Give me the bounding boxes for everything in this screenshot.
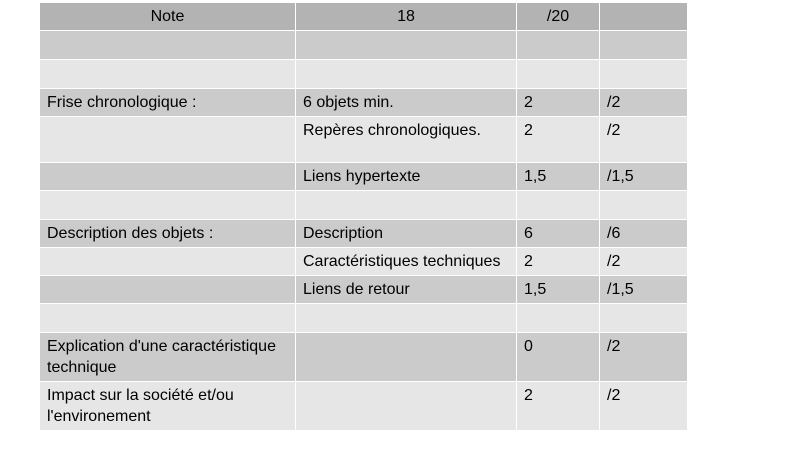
max-cell: /6 bbox=[600, 220, 687, 248]
item-cell: Caractéristiques techniques bbox=[296, 248, 517, 276]
criterion-cell bbox=[40, 248, 296, 276]
score-cell: 2 bbox=[517, 89, 600, 117]
item-cell: 6 objets min. bbox=[296, 89, 517, 117]
max-cell: /2 bbox=[600, 333, 687, 382]
spacer-row bbox=[40, 60, 687, 89]
score-cell: 0 bbox=[517, 333, 600, 382]
max-cell: /1,5 bbox=[600, 276, 687, 304]
item-cell bbox=[296, 333, 517, 382]
max-cell bbox=[600, 191, 687, 220]
header-max-cell: /20 bbox=[517, 3, 600, 31]
item-cell: Repères chronologiques. bbox=[296, 117, 517, 163]
score-cell: 6 bbox=[517, 220, 600, 248]
item-cell: Description bbox=[296, 220, 517, 248]
criterion-cell: Impact sur la société et/ou l'environement bbox=[40, 382, 296, 431]
max-cell: /2 bbox=[600, 117, 687, 163]
criterion-cell: Frise chronologique : bbox=[40, 89, 296, 117]
criterion-cell: Explication d'une caractéristique technique bbox=[40, 333, 296, 382]
item-cell bbox=[296, 382, 517, 431]
max-cell: /2 bbox=[600, 248, 687, 276]
grade-table bbox=[40, 3, 687, 431]
max-cell: /2 bbox=[600, 382, 687, 431]
criterion-cell bbox=[40, 31, 296, 60]
score-cell: 2 bbox=[517, 117, 600, 163]
criterion-cell bbox=[40, 163, 296, 191]
item-cell bbox=[296, 31, 517, 60]
item-cell bbox=[296, 60, 517, 89]
table-row bbox=[40, 333, 687, 382]
header-score-cell: 18 bbox=[296, 3, 517, 31]
table-row bbox=[40, 382, 687, 431]
header-row bbox=[40, 3, 687, 31]
item-cell: Liens de retour bbox=[296, 276, 517, 304]
header-label-cell: Note bbox=[40, 3, 296, 31]
table-row bbox=[40, 276, 687, 304]
score-cell bbox=[517, 191, 600, 220]
score-cell: 1,5 bbox=[517, 163, 600, 191]
item-cell: Liens hypertexte bbox=[296, 163, 517, 191]
table-row bbox=[40, 248, 687, 276]
max-cell: /1,5 bbox=[600, 163, 687, 191]
criterion-cell bbox=[40, 276, 296, 304]
max-cell bbox=[600, 31, 687, 60]
max-cell: /2 bbox=[600, 89, 687, 117]
spacer-row bbox=[40, 31, 687, 60]
criterion-cell bbox=[40, 191, 296, 220]
header-extra-cell bbox=[600, 3, 687, 31]
score-cell: 2 bbox=[517, 382, 600, 431]
score-cell: 1,5 bbox=[517, 276, 600, 304]
table-row bbox=[40, 220, 687, 248]
score-cell bbox=[517, 304, 600, 333]
max-cell bbox=[600, 60, 687, 89]
spacer-row bbox=[40, 191, 687, 220]
criterion-cell bbox=[40, 60, 296, 89]
criterion-cell: Description des objets : bbox=[40, 220, 296, 248]
score-cell bbox=[517, 60, 600, 89]
table-row bbox=[40, 89, 687, 117]
table-row bbox=[40, 117, 687, 163]
item-cell bbox=[296, 191, 517, 220]
criterion-cell bbox=[40, 304, 296, 333]
score-cell: 2 bbox=[517, 248, 600, 276]
max-cell bbox=[600, 304, 687, 333]
spacer-row bbox=[40, 304, 687, 333]
criterion-cell bbox=[40, 117, 296, 163]
grading-sheet bbox=[40, 3, 687, 450]
item-cell bbox=[296, 304, 517, 333]
score-cell bbox=[517, 31, 600, 60]
grade-table-body bbox=[40, 3, 687, 431]
table-row bbox=[40, 163, 687, 191]
